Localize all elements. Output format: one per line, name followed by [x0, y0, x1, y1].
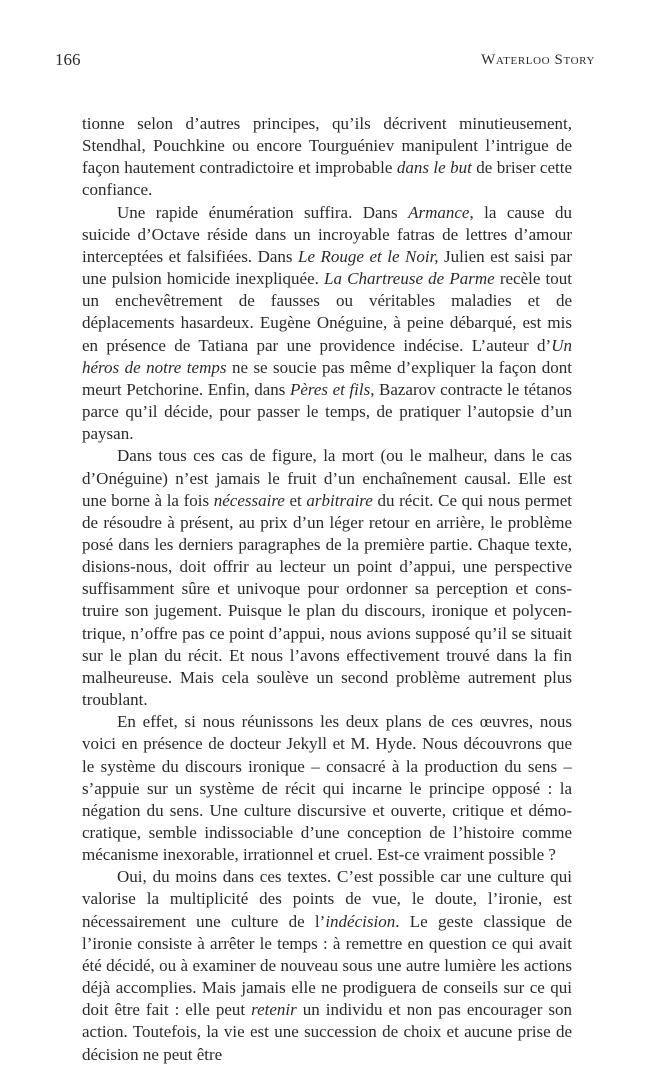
text-run: un individu et non pas encourager son action. Toutefois, la vie est une succession de choix et aucune prise de décision ne peut être	[82, 1000, 573, 1064]
text-run: et	[284, 490, 307, 510]
text-run: de briser cette confiance.	[82, 158, 572, 200]
italic-text: nécessaire	[213, 490, 285, 510]
text-run: . Le geste classique de l’ironie consiste à arrêter le temps : à remettre en question ce qui avait été décidé, ou à examiner de nouveau sous une autre lumière les actions déjà accomplies. Mais jamais elle ne prodiguera de conseils sur ce qui doit être fait : elle peut	[82, 911, 572, 1020]
text-run: , la cause du suicide d’Octave réside dans un incroyable fatras de lettres d’amour interceptées et falsifiées. Dans	[82, 202, 572, 266]
text-run: Une rapide énumération suffira. Dans	[117, 202, 409, 222]
page-header	[55, 50, 595, 72]
text-run: En effet, si nous réunissons les deux plans de ces œuvres, nous voici en présence de docteur Jekyll et M. Hyde. Nous découvrons que le système du discours ironique – consacré à la production du sens – s’appuie sur un système de récit qui incarne le principe opposé : la négation du sens. Une culture discursive et ouverte, critique et démocratique, semble indissociable d’une conception de l’histoire comme mécanisme inexorable, irrationnel et cruel. Est-ce vraiment possible ?	[82, 712, 572, 865]
running-title: Waterloo Story	[481, 52, 595, 68]
italic-text: La Chartreuse de Parme	[324, 269, 495, 289]
text-run: recèle tout un enchevêtrement de fausses ou véritables maladies et de déplacements hasardeux. Eugène Onéguine, à peine débarqué, est mis en présence de Tatiana par une providence indécise. L’auteur d’	[82, 269, 572, 355]
paragraph	[82, 866, 572, 1065]
paragraph	[82, 445, 572, 711]
italic-text: dans le but	[396, 158, 472, 178]
paragraph	[82, 711, 572, 866]
paragraph	[82, 113, 572, 202]
text-run: Julien est saisi par une pulsion homicide inexpliquée.	[82, 246, 572, 289]
italic-text: Armance	[408, 202, 470, 222]
text-run: du récit. Ce qui nous permet de résoudre à présent, au prix d’un léger retour en arrière, le problème posé dans les derniers paragraphes de la première partie. Chaque texte, disions-nous, doit offrir au lecteur un point d’appui, une perspective suffisamment sûre et univoque pour ordonner sa perception et construire son jugement. Puisque le plan du discours, ironique et polycentrique, n’offre pas ce point d’appui, nous avions supposé qu’il se situait sur le plan du récit. Et nous l’avons effectivement trouvé dans la fin malheureuse. Mais cela soulève un second problème autrement plus troublant.	[82, 490, 572, 710]
text-run: tionne selon d’autres principes, qu’ils décrivent minutieusement, Stendhal, Pouchkine ou encore Tourguéniev manipulent l’intrigue de façon hautement contradictoire et improbable	[82, 114, 572, 178]
text-run: ne se soucie pas même d’expliquer la façon dont meurt Petchorine. Enfin, dans	[82, 357, 573, 399]
italic-text: Pères et fils	[289, 379, 371, 399]
italic-text: Le Rouge et le Noir,	[298, 246, 439, 266]
text-run: , Bazarov contracte le tétanos parce qu’il décide, pour passer le temps, de pratiquer l’autopsie d’un paysan.	[82, 379, 572, 444]
italic-text: Un héros de notre temps	[82, 335, 572, 377]
paragraph	[82, 202, 572, 446]
page-number: 166	[55, 50, 81, 69]
italic-text: retenir	[251, 1000, 297, 1020]
body-text	[82, 113, 572, 1066]
text-run: Dans tous ces cas de figure, la mort (ou le malheur, dans le cas d’Onéguine) n’est jamais le fruit d’un enchaînement causal. Elle est une borne à la fois	[82, 446, 572, 510]
italic-text: indécision	[325, 911, 396, 931]
italic-text: arbitraire	[306, 490, 373, 510]
text-run: Oui, du moins dans ces textes. C’est possible car une culture qui valorise la multiplicité des points de vue, le doute, l’ironie, est nécessairement une culture de l’	[82, 867, 572, 931]
